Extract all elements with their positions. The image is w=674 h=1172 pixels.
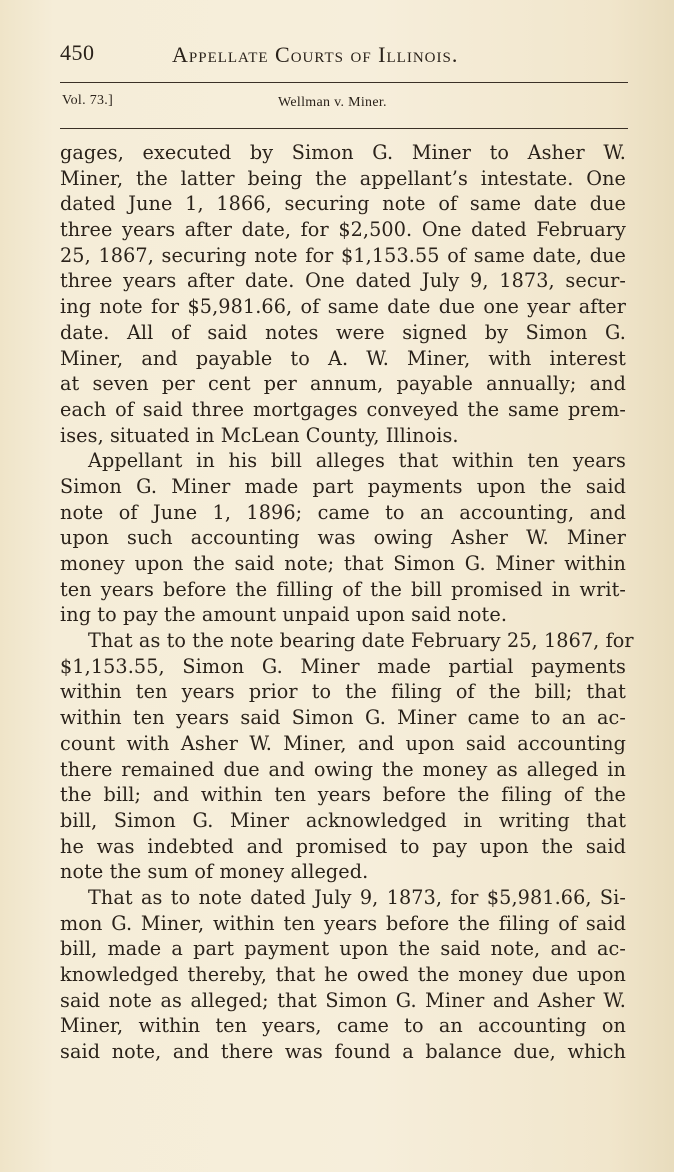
text-line: he was indebted and promised to pay upon the said [60,834,626,858]
text-line: Appellant in his bill alleges that within ten years [88,449,626,473]
text-line: ten years before the filling of the bill promised in writ- [60,577,626,601]
text-line: bill, Simon G. Miner acknowledged in writing that [60,808,626,832]
volume-label: Vol. 73.] [62,93,114,108]
text-line: three years after date, for $2,500. One dated February [60,218,626,242]
text-line: Miner, within ten years, came to an accounting on [60,1014,626,1038]
text-line: Miner, the latter being the appellant’s intestate. One [60,166,626,190]
text-line: ing note for $5,981.66, of same date due one year after [60,295,626,319]
text-line: said note as alleged; that Simon G. Miner and Asher W. [60,988,626,1012]
text-line: Miner, and payable to A. W. Miner, with interest [60,346,626,370]
text-line: 25, 1867, securing note for $1,153.55 of same date, due [60,243,626,267]
running-head [60,40,530,70]
header-rule-bottom [60,128,628,129]
page-number: 450 [60,40,95,65]
text-line: ises, situated in McLean County, Illinois. [60,423,459,447]
text-line: That as to note dated July 9, 1873, for $5,981.66, Si- [88,885,626,909]
text-line: note the sum of money alleged. [60,860,369,884]
text-line: three years after date. One dated July 9, 1873, secur- [60,269,626,293]
body-text [60,140,634,1065]
text-line: $1,153.55, Simon G. Miner made partial payments [60,654,626,678]
header-rule-top [60,82,628,83]
text-line: gages, executed by Simon G. Miner to Asher W. [60,141,626,164]
text-line: within ten years prior to the filing of the bill; that [60,680,626,704]
text-line: date. All of said notes were signed by Simon G. [60,320,626,344]
text-line: there remained due and owing the money as alleged in [60,757,626,781]
text-line: said note, and there was found a balance due, which [60,1040,626,1064]
text-line: dated June 1, 1866, securing note of same date due [60,192,626,216]
text-line: the bill; and within ten years before the filing of the [60,783,626,807]
text-line: ing to pay the amount unpaid upon said note. [60,603,508,627]
text-line: Simon G. Miner made part payments upon the said [60,474,626,498]
text-line: money upon the said note; that Simon G. Miner within [60,552,626,575]
text-line: note of June 1, 1896; came to an accounting, and [60,500,626,524]
text-line: upon such accounting was owing Asher W. Miner [60,526,626,550]
text-line: bill, made a part payment upon the said note, and ac- [60,937,626,961]
text-line: knowledged thereby, that he owed the money due upon [60,963,626,986]
text-line: That as to the note bearing date February 25, 1867, for [88,629,634,653]
running-title: Appellate Courts of Illinois. [172,42,459,67]
text-line: mon G. Miner, within ten years before the filing of said [60,911,626,935]
text-line: count with Asher W. Miner, and upon said accounting [60,731,626,755]
text-line: within ten years said Simon G. Miner came to an ac- [60,706,626,730]
text-line: at seven per cent per annum, payable annually; and [60,372,626,396]
text-line: each of said three mortgages conveyed the same prem- [60,397,626,421]
case-title: Wellman v. Miner. [278,95,387,110]
